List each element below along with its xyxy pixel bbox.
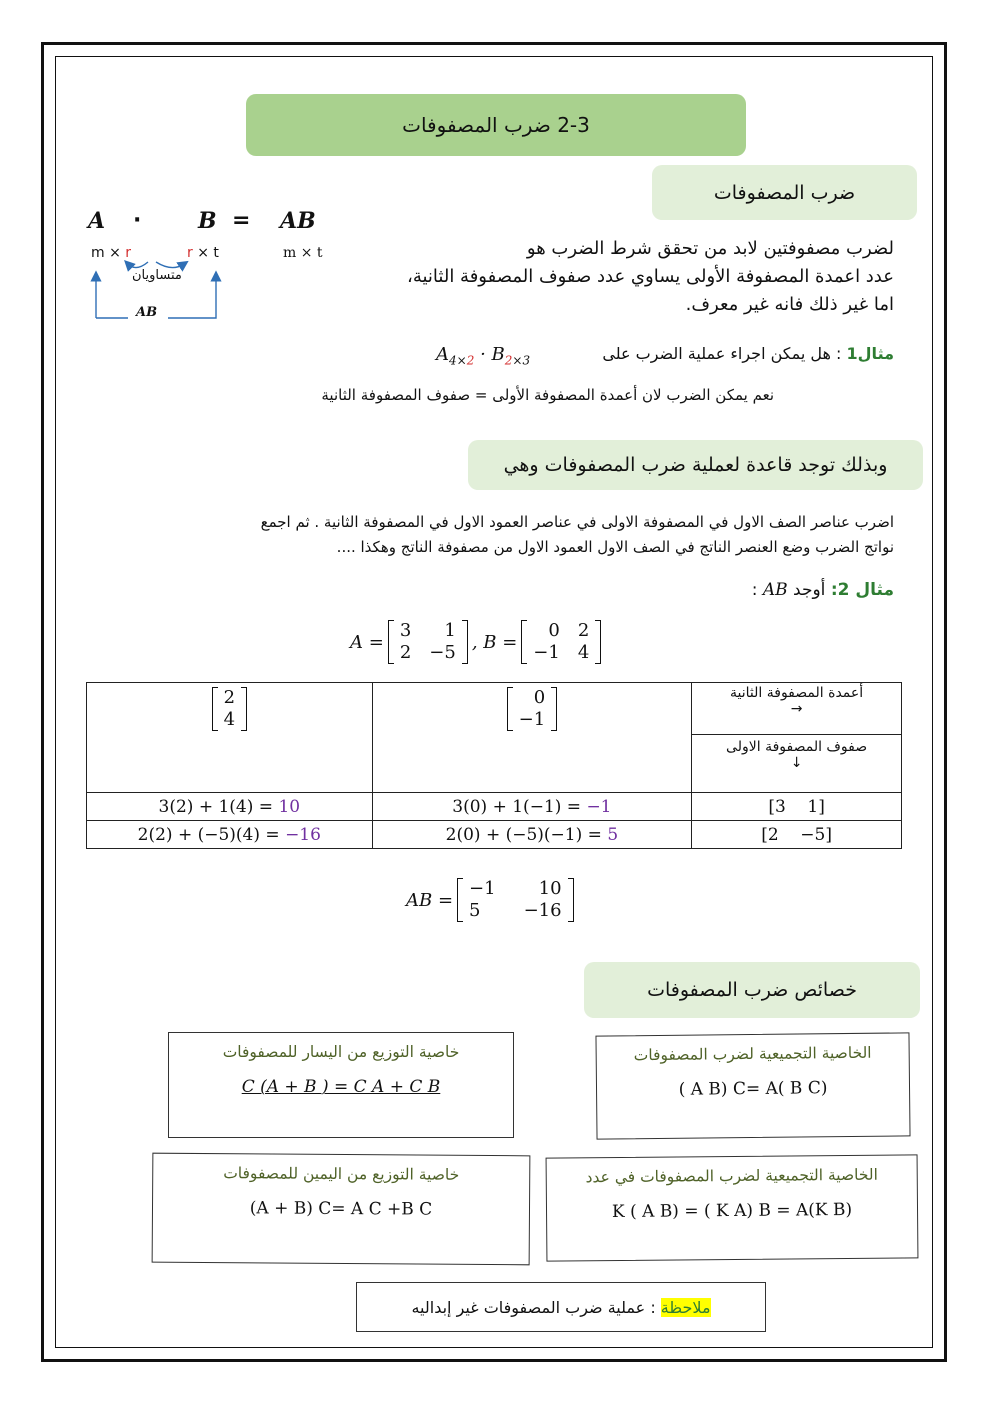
header-rows-label: صفوف المصفوفة الاولى (726, 739, 868, 755)
scalar-associative-formula: K ( A B) = ( K A) B = A(K B) (611, 1199, 853, 1223)
properties-heading-text: خصائص ضرب المصفوفات (647, 979, 857, 1001)
right-distributive-box (152, 1153, 531, 1266)
result-label: AB = (406, 889, 454, 911)
example1-answer: نعم يمكن الضرب لان أعمدة المصفوفة الأولى = صفوف المصفوفة الثانية (321, 386, 774, 404)
associative-box (595, 1032, 910, 1139)
matrix-b: 0 2 −1 4 (521, 620, 601, 664)
dim-m-t: m × t (283, 245, 323, 261)
associative-title: الخاصية التجميعية لضرب المصفوفات (633, 1043, 872, 1065)
example2-question: مثال 2: أوجد AB : (751, 580, 894, 600)
note-text: ملاحظة : عملية ضرب المصفوفات غير إبداليه (411, 1297, 711, 1317)
diagram-dot: · (133, 208, 142, 233)
cell-r2c1: 2(0) + (−5)(−1) = 5 (372, 821, 692, 849)
row-header-1: [3 1] (692, 793, 902, 821)
diagram-b: B (198, 208, 217, 234)
rule-line-2: نواتج الضرب وضع العنصر الناتج في الصف الاول العمود الاول من مصفوفة الناتج وهكذا .... (336, 538, 894, 556)
definition-line-2: عدد اعمدة المصفوفة الأولى يساوي عدد صفوف المصفوفة الثانية، (407, 266, 894, 287)
diagram-arrows (88, 250, 228, 324)
diagram-eq: = (232, 208, 251, 233)
section-heading-text: ضرب المصفوفات (713, 181, 856, 204)
matrix-a: 3 1 2 −5 (388, 620, 468, 664)
matrices-ab-definition: A = 3 1 2 −5 , B = 0 2 −1 4 (350, 620, 605, 664)
right-distributive-title: خاصية التوزيع من اليمين للمصفوفات (223, 1164, 460, 1184)
rule-line-1: اضرب عناصر الصف الاول في المصفوفة الاولى في عناصر العمود الاول في المصفوفة الثانية . ثم اجمع (260, 513, 894, 531)
example1-question-text: : هل يمكن اجراء عملية الضرب على (602, 344, 842, 363)
computation-table (86, 682, 902, 849)
arrow-down-icon: ↓ (790, 755, 803, 771)
section-heading-properties (584, 962, 920, 1018)
example2-label: مثال 2: (830, 580, 894, 600)
scalar-associative-box (546, 1154, 919, 1261)
section-heading-multiplication (652, 165, 917, 220)
header-corner (692, 683, 902, 793)
associative-formula: ( A B) C= A( B C) (678, 1078, 828, 1100)
note-label: ملاحظة (660, 1297, 711, 1317)
definition-paragraph (407, 235, 894, 319)
column-header-a: 0 −1 (372, 683, 692, 793)
cell-r1c1: 3(0) + 1(−1) = −1 (372, 793, 692, 821)
definition-line-1: لضرب مصفوفتين لابد من تحقق شرط الضرب هو (526, 238, 894, 259)
left-distributive-box (168, 1032, 514, 1138)
rule-paragraph (104, 510, 894, 560)
column-header-b: 2 4 (87, 683, 373, 793)
left-distributive-title: خاصية التوزيع من اليسار للمصفوفات (222, 1043, 460, 1061)
diagram-ab: AB (280, 208, 316, 234)
arrow-right-icon: → (790, 701, 803, 717)
result-matrix (406, 878, 578, 922)
header-columns-label: أعمدة المصفوفة الثانية (730, 685, 864, 701)
matrix-ab: −1 10 5 −16 (457, 878, 574, 922)
table-row (87, 793, 902, 821)
example1-expression: $A_{4\times 2} \cdot B_{2\times 3}$ (436, 344, 531, 368)
dim-r-t: r × t (187, 245, 219, 261)
left-distributive-formula: C (A + B ) = C A + C B (241, 1077, 441, 1097)
example1-question (602, 344, 894, 363)
note-box (356, 1282, 766, 1332)
row-header-2: [2 −5] (692, 821, 902, 849)
definition-line-3: اما غير ذلك فانه غير معرف. (685, 294, 894, 315)
right-distributive-formula: (A + B) C= A C +B C (249, 1198, 433, 1220)
rule-heading-text: وبذلك توجد قاعدة لعملية ضرب المصفوفات وهي (503, 454, 888, 476)
title-banner (246, 94, 746, 156)
table-row (87, 683, 902, 793)
cell-r2c2: 2(2) + (−5)(4) = −16 (87, 821, 373, 849)
dim-m-r: m × r (91, 245, 132, 261)
ab-label: AB (136, 305, 158, 320)
example1-label: مثال1 (846, 344, 894, 363)
equal-label: متساويان (132, 268, 182, 283)
cell-r1c2: 3(2) + 1(4) = 10 (87, 793, 373, 821)
section-heading-rule (468, 440, 923, 490)
table-row (87, 821, 902, 849)
diagram-a: A (88, 208, 106, 234)
scalar-associative-title: الخاصية التجميعية لضرب المصفوفات في عدد (585, 1165, 878, 1187)
page-title: 2-3 ضرب المصفوفات (402, 113, 590, 137)
example2-question-text: أوجد (793, 580, 826, 600)
